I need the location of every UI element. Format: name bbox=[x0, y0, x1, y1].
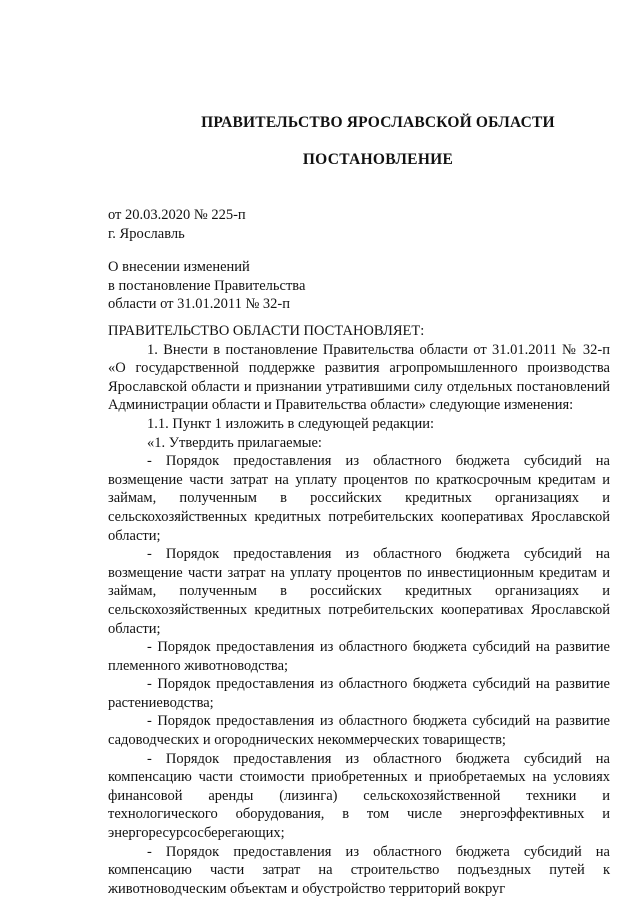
list-item: - Порядок предоставления из областного бюджета субсидий на возмещение части затрат на уплату процентов по краткосрочным кредитам и займам, полученным в российских кредитных организациях и сельскохозяйственных кредитных потребительских кооперативах Ярославской области; bbox=[108, 453, 610, 544]
list-item: - Порядок предоставления из областного бюджета субсидий на развитие племенного животноводства; bbox=[108, 639, 610, 674]
paragraph-1-1: 1.1. Пункт 1 изложить в следующей редакции: bbox=[147, 415, 435, 432]
document-meta bbox=[108, 206, 246, 244]
paragraph-1-1-1: «1. Утвердить прилагаемые: bbox=[147, 434, 322, 451]
list-item: - Порядок предоставления из областного бюджета субсидий на компенсацию части затрат на строительство подъездных путей к животноводческим объектам и обустройство территорий вокруг bbox=[108, 843, 610, 897]
list-item: - Порядок предоставления из областного бюджета субсидий на развитие садоводческих и огороднических некоммерческих товариществ; bbox=[108, 713, 610, 749]
document-body bbox=[108, 322, 610, 898]
date-number: от 20.03.2020 № 225-п bbox=[108, 207, 246, 223]
subject-line-2: в постановление Правительства bbox=[108, 277, 306, 294]
paragraph-1: 1. Внести в постановление Правительства области от 31.01.2011 № 32-п «О государственной поддержке развития агропромышленного производства Ярославской области и признании утратившими силу отдельных постановлений Администрации области и Правительства области» следующие изменения: bbox=[108, 341, 610, 414]
list-item: - Порядок предоставления из областного бюджета субсидий на возмещение части затрат на уплату процентов по инвестиционным кредитам и займам, полученным в российских кредитных организациях и сельскохозяйственных кредитных потребительских кооперативах Ярославской области; bbox=[108, 546, 610, 637]
document-subject bbox=[108, 258, 305, 314]
subject-line-3: области от 31.01.2011 № 32-п bbox=[108, 296, 291, 312]
resolves-heading: ПРАВИТЕЛЬСТВО ОБЛАСТИ ПОСТАНОВЛЯЕТ: bbox=[108, 323, 425, 339]
document-type-title: ПОСТАНОВЛЕНИЕ bbox=[302, 151, 454, 168]
city: г. Ярославль bbox=[108, 226, 185, 242]
government-title: ПРАВИТЕЛЬСТВО ЯРОСЛАВСКОЙ ОБЛАСТИ bbox=[201, 114, 555, 131]
list-item: - Порядок предоставления из областного бюджета субсидий на развитие растениеводства; bbox=[108, 676, 610, 711]
list-item: - Порядок предоставления из областного бюджета субсидий на компенсацию части стоимости приобретенных и приобретаемых на условиях финансовой аренды (лизинга) сельскохозяйственной техники и технологического оборудования, в том числе энергоэффективных и энергоресурсосберегающих; bbox=[108, 750, 610, 842]
subject-line-1: О внесении изменений bbox=[108, 259, 250, 275]
